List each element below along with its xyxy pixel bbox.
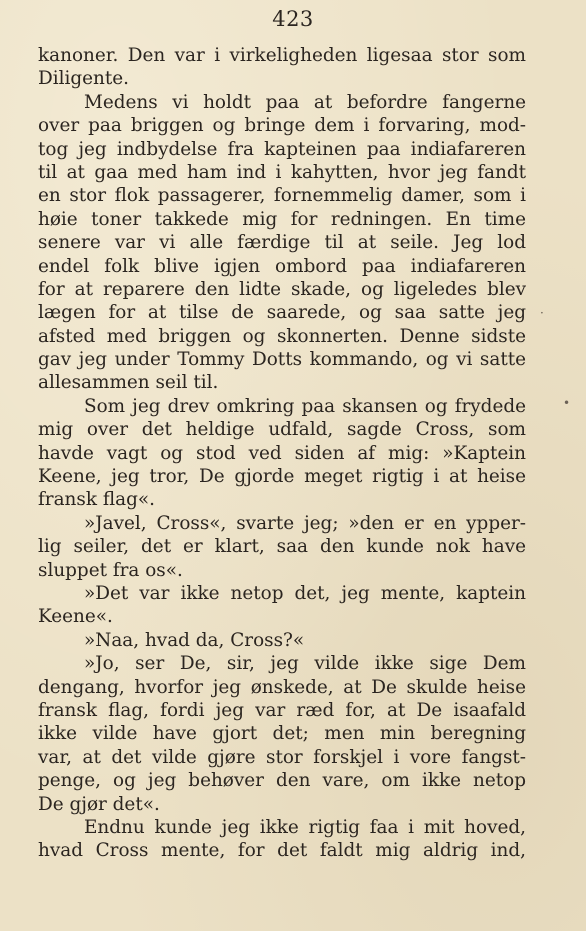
text-line: sluppet fra os«. — [38, 559, 183, 581]
text-line: hvad Cross mente, for det faldt mig aldrig ind, — [38, 840, 526, 862]
text-line: kanoner. Den var i virkeligheden ligesaa stor som — [38, 45, 526, 66]
text-line: »Jo, ser De, sir, jeg vilde ikke sige Dem — [84, 653, 526, 675]
page-number: 423 — [272, 7, 314, 31]
text-line: »Naa, hvad da, Cross?« — [84, 629, 305, 651]
text-line: »Det var ikke netop det, jeg mente, kaptein — [84, 582, 526, 604]
paper-speck: · — [540, 306, 544, 320]
text-line: »Javel, Cross«, svarte jeg; »den er en ypper- — [84, 512, 526, 534]
text-line: mig over det heldige udfald, sagde Cross, som — [38, 419, 526, 441]
text-line: var, at det vilde gjøre stor forskjel i vore fangst- — [38, 746, 526, 768]
text-line: Keene«. — [38, 606, 113, 628]
text-line: dengang, hvorfor jeg ønskede, at De skulde heise — [38, 676, 526, 698]
text-line: gav jeg under Tommy Dotts kommando, og vi satte — [38, 349, 526, 371]
paper-speck: • — [563, 396, 571, 410]
text-line: lægen for at tilse de saarede, og saa satte jeg — [38, 302, 526, 324]
text-line: Keene, jeg tror, De gjorde meget rigtig i at heise — [38, 466, 526, 488]
text-line: en stor flok passagerer, fornemmelig damer, som i — [38, 185, 526, 207]
text-line: Som jeg drev omkring paa skansen og frydede — [84, 395, 526, 417]
text-line: De gjør det«. — [38, 793, 160, 815]
text-line: allesammen seil til. — [38, 372, 219, 394]
text-line: Endnu kunde jeg ikke rigtig faa i mit hoved, — [84, 816, 526, 838]
text-line: høie toner takkede mig for redningen. En time — [38, 208, 526, 230]
body-text — [38, 44, 526, 863]
text-line: fransk flag«. — [38, 489, 155, 511]
text-line: lig seiler, det er klart, saa den kunde nok have — [38, 536, 526, 558]
text-line: endel folk blive igjen ombord paa indiafareren — [38, 255, 526, 277]
text-line: Diligente. — [38, 68, 130, 90]
text-line: fransk flag, fordi jeg var ræd for, at De isaafald — [38, 699, 526, 721]
text-line: for at reparere den lidte skade, og ligeledes blev — [38, 278, 526, 300]
text-line: over paa briggen og bringe dem i forvaring, mod- — [38, 115, 526, 137]
text-line: tog jeg indbydelse fra kapteinen paa indiafareren — [38, 138, 526, 160]
text-line: afsted med briggen og skonnerten. Denne sidste — [38, 325, 526, 347]
text-line: til at gaa med ham ind i kahytten, hvor jeg fandt — [38, 161, 526, 183]
text-line: ikke vilde have gjort det; men min beregning — [38, 723, 526, 745]
text-line: havde vagt og stod ved siden af mig: »Kaptein — [38, 442, 526, 464]
text-line: penge, og jeg behøver den vare, om ikke netop — [38, 770, 526, 792]
text-line: Medens vi holdt paa at befordre fangerne — [84, 91, 526, 113]
text-line: senere var vi alle færdige til at seile. Jeg lod — [38, 232, 526, 254]
